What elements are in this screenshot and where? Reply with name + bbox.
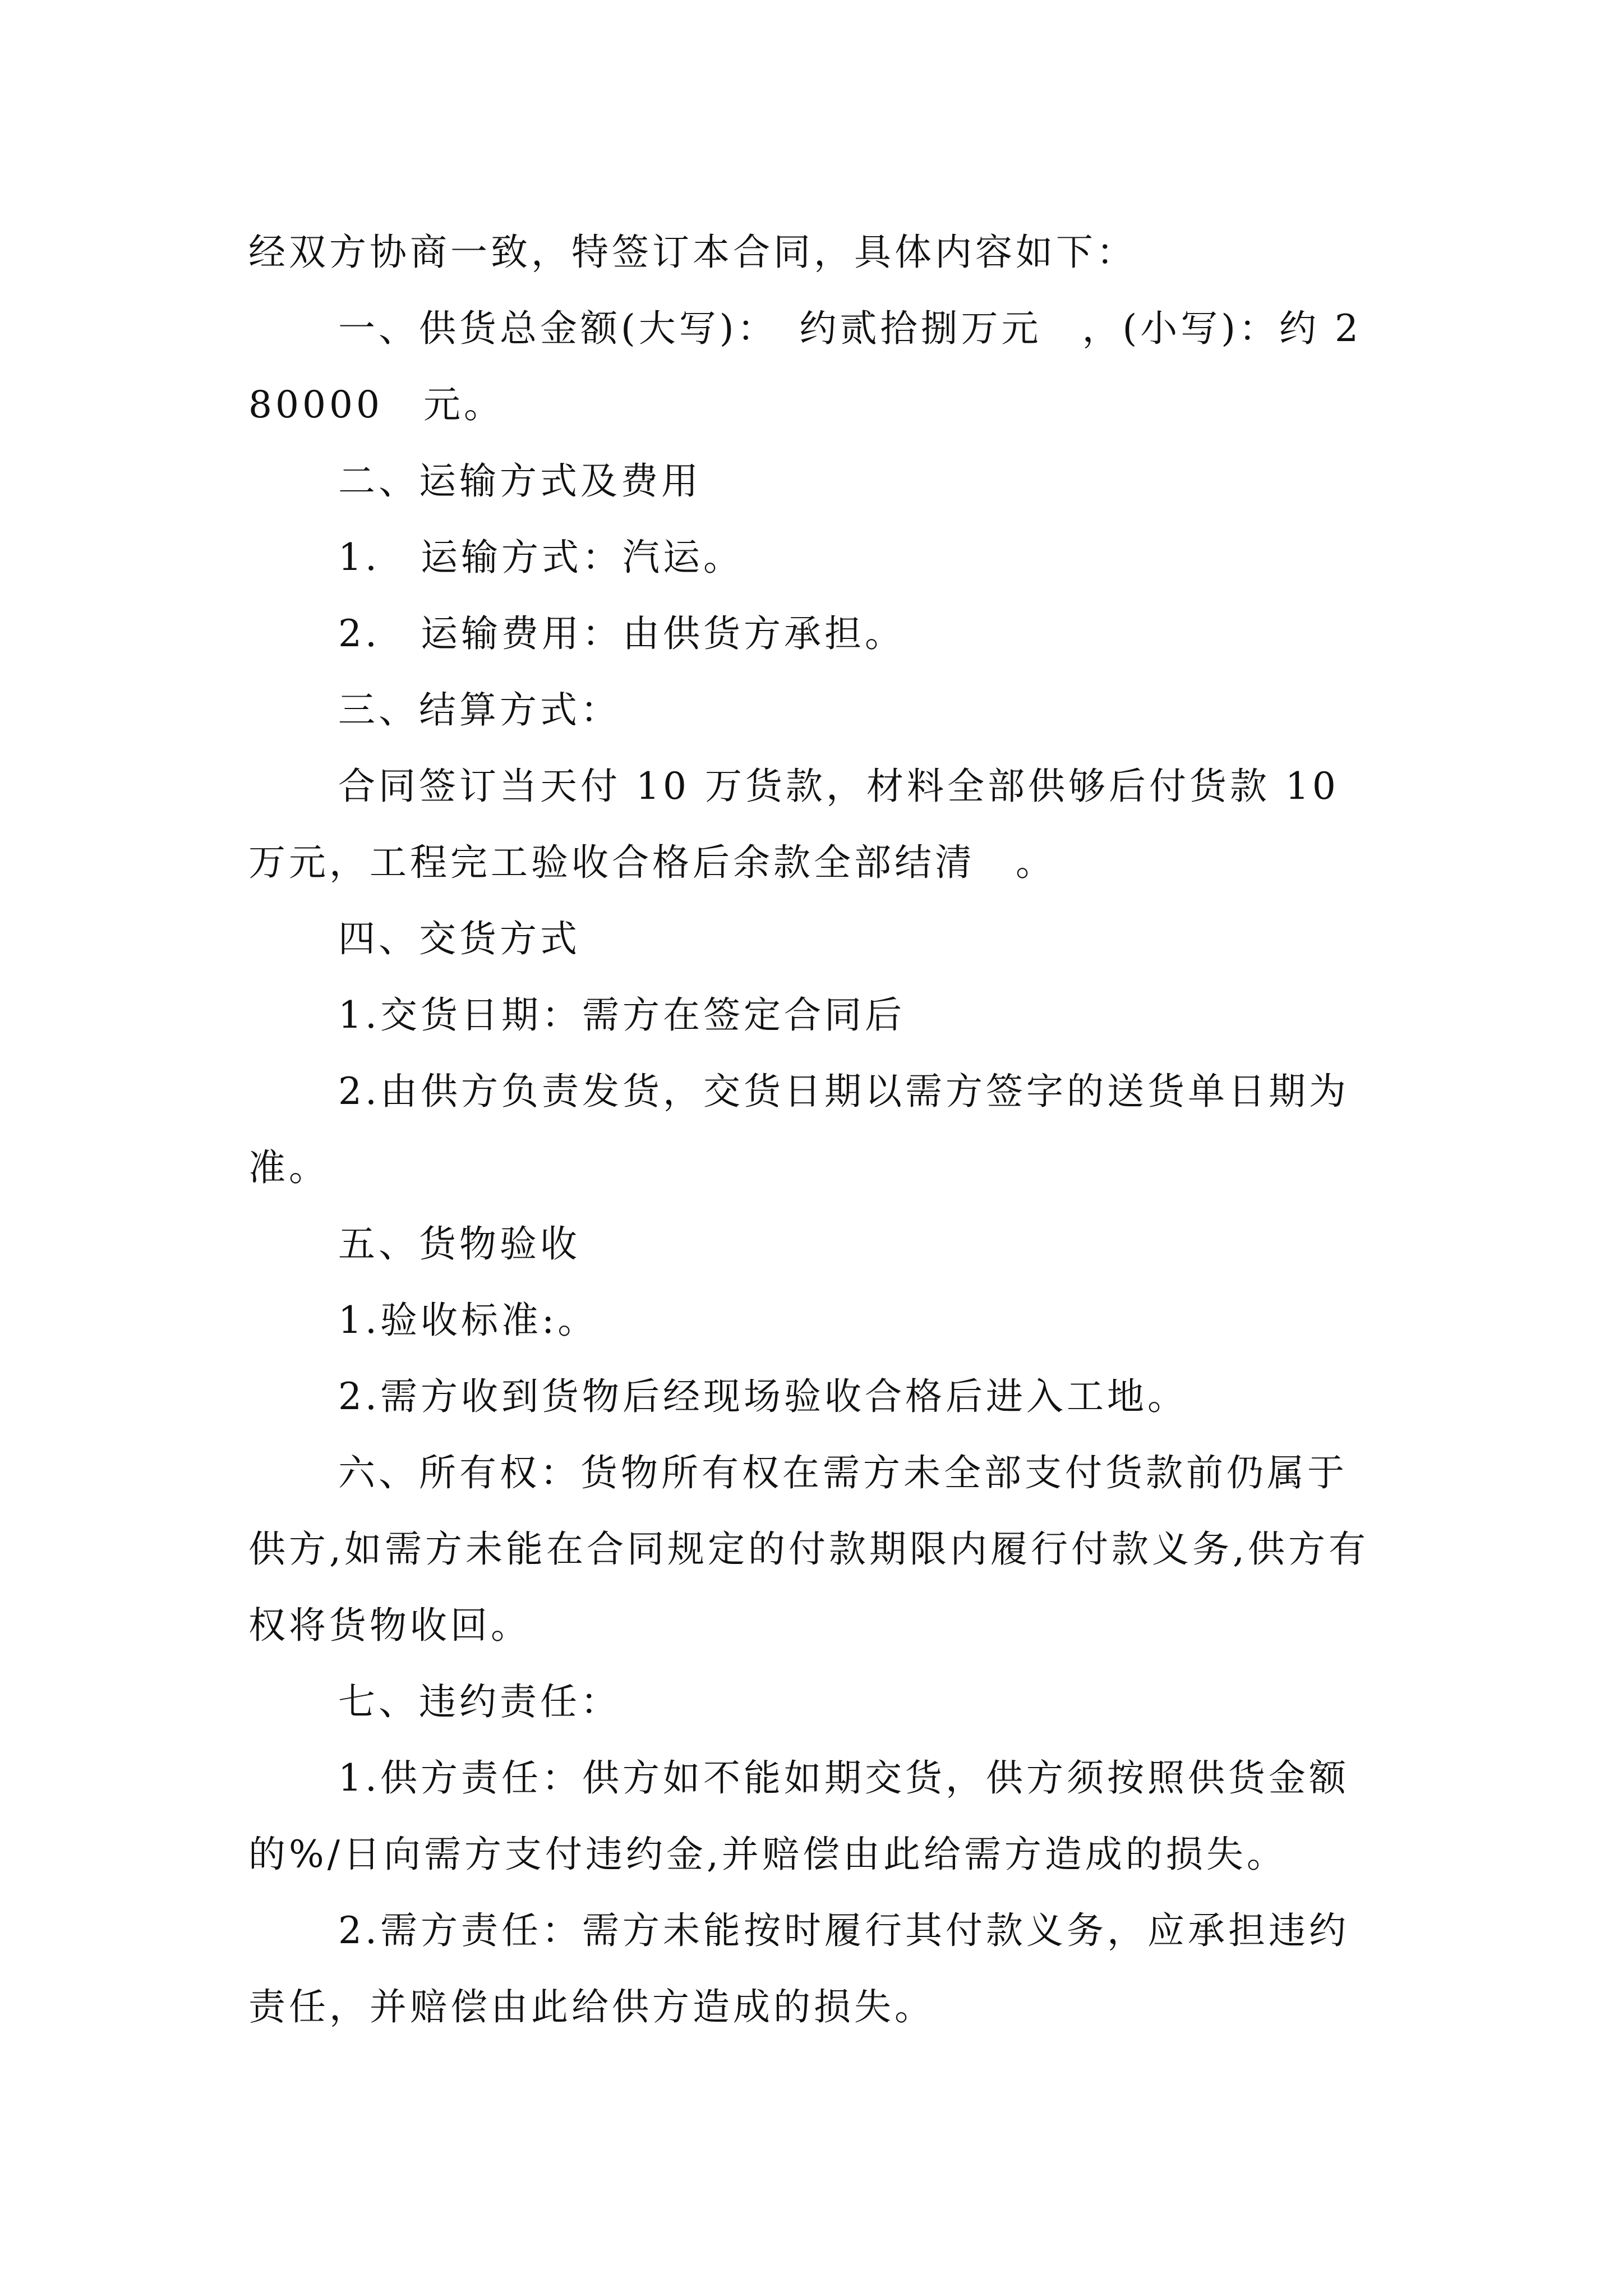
paragraph-acceptance-standard: 1.验收标准:。 — [338, 1299, 598, 1342]
paragraph-acceptance-site: 2.需方收到货物后经现场验收合格后进入工地。 — [338, 1375, 1188, 1418]
paragraph-delivery-date: 1.交货日期：需方在签定合同后 — [338, 993, 905, 1037]
contract-body — [248, 214, 1384, 2045]
paragraph-delivery-shipping: 2.由供方负责发货，交货日期以需方签字的送货单日期为准。 — [248, 1070, 1349, 1189]
paragraph-ownership: 六、所有权：货物所有权在需方未全部支付货款前仍属于供方,如需方未能在合同规定的付款期限内履行付款义务,供方有权将货物收回。 — [248, 1451, 1369, 1647]
paragraph-settlement: 合同签订当天付 10 万货款，材料全部供够后付货款 10 万元，工程完工验收合格后余款全部结清 。 — [248, 765, 1339, 884]
paragraph-transport-method: 1. 运输方式：汽运。 — [338, 536, 744, 579]
heading-delivery: 四、交货方式 — [338, 917, 580, 960]
paragraph-total-amount: 一、供货总金额(大写)： 约贰拾捌万元 ，(小写)：约 280000 元。 — [248, 307, 1362, 426]
paragraph-supplier-liability: 1.供方责任：供方如不能如期交货，供方须按照供货金额的%/日向需方支付违约金,并赔偿由此给需方造成的损失。 — [248, 1756, 1349, 1876]
heading-acceptance: 五、货物验收 — [338, 1222, 580, 1266]
heading-settlement: 三、结算方式： — [338, 688, 621, 731]
heading-liability: 七、违约责任： — [338, 1680, 621, 1723]
heading-transport: 二、运输方式及费用 — [338, 459, 702, 503]
paragraph-transport-cost: 2. 运输费用：由供货方承担。 — [338, 612, 905, 655]
paragraph-intro: 经双方协商一致，特签订本合同，具体内容如下： — [248, 231, 1137, 274]
paragraph-buyer-liability: 2.需方责任：需方未能按时履行其付款义务，应承担违约责任，并赔偿由此给供方造成的损失。 — [248, 1909, 1349, 2028]
